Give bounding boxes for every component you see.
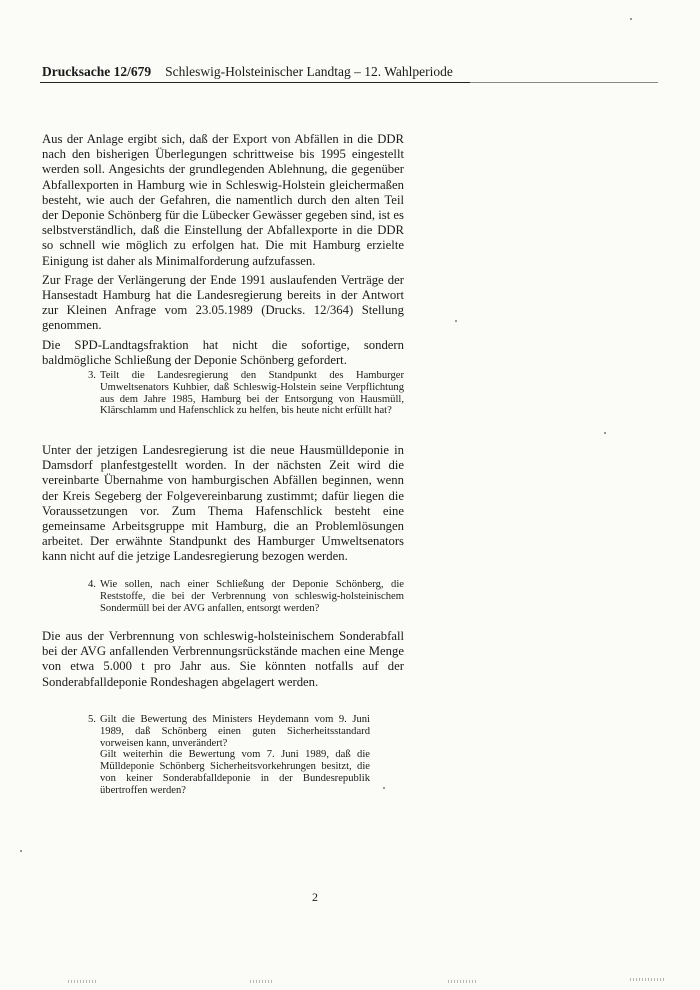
document-id: Drucksache 12/679 [42,64,152,79]
parliament-title: Schleswig-Holsteinischer Landtag – 12. Wahlperiode [165,64,453,79]
question-number: 4. [88,579,96,590]
scan-speck [20,850,22,852]
scan-speck [630,18,632,20]
question-number: 5. [88,714,96,725]
paragraph: Zur Frage der Verlängerung der Ende 1991 auslaufenden Verträge der Hansestadt Hamburg hat die Landesregierung bereits in der Antwort zur Kleinen Anfrage vom 23.05.1989 (Drucks. 12/364) Stellung genommen. [42,272,404,333]
question-text: Gilt die Bewertung des Ministers Heydemann vom 9. Juni 1989, daß Schönberg einen guten Sicherheitsstandard vorweisen kann, unverändert? [100,714,370,749]
question-text: Gilt weiterhin die Bewertung vom 7. Juni 1989, daß die Mülldeponie Schönberg Sicherheitsvorkehrungen besitzt, die von keiner Sonderabfalldeponie in der Bundesrepublik übertroffen werden? [100,749,370,796]
question-text: Teilt die Landesregierung den Standpunkt des Hamburger Umweltsenators Kuhbier, daß Schleswig-Holstein seine Verpflichtung aus dem Jahre 1985, Hamburg bei der Entsorgung von Hausmüll, Klärschlamm und Hafenschlick zu helfen, bis heute nicht erfüllt hat? [100,370,404,417]
question-text: Wie sollen, nach einer Schließung der Deponie Schönberg, die Reststoffe, die bei der Verbrennung von schleswig-holsteinischem Sondermüll bei der AVG anfallen, entsorgt werden? [100,579,404,614]
paragraph: Unter der jetzigen Landesregierung ist die neue Hausmülldeponie in Damsdorf planfestgestellt worden. In der nächsten Zeit wird die vereinbarte Übernahme von hamburgischen Abfällen beginnen, wenn der Kreis Segeberg der Folgevereinbarung zustimmt; dafür liegen die Voraussetzungen vor. Zum Thema Hafenschlick besteht eine gemeinsame Arbeitsgruppe mit Hamburg, die an Problemlösungen arbeitet. Der erwähnte Standpunkt des Hamburger Umweltsenators kann nicht auf die jetzige Landesregierung bezogen werden. [42,443,404,564]
scan-noise [250,980,274,983]
scan-noise [68,980,96,983]
header-rule [40,82,470,83]
page-header [42,64,472,80]
question-5 [88,714,370,797]
scan-speck [383,787,385,789]
question-4 [88,579,404,614]
paragraph: Aus der Anlage ergibt sich, daß der Export von Abfällen in die DDR nach den bisherigen Überlegungen schrittweise bis 1995 eingestellt werden soll. Angesichts der grundlegenden Ablehnung, die gegenüber Abfallexporten in Hamburg wie in Schleswig-Holstein gleichermaßen besteht, wie auch der Gefahren, die namentlich durch den alten Teil der Deponie Schönberg für die Lübecker Gewässer gegeben sind, ist es selbstverständlich, daß die Einstellung der Abfallexporte in die DDR so schnell wie möglich zu erfolgen hat. Die mit Hamburg erzielte Einigung ist daher als Minimalforderung aufzufassen. [42,132,404,268]
header-rule-tail [470,82,658,83]
answer-3 [42,443,404,565]
scan-speck [455,320,457,322]
answer-4 [42,629,404,690]
scan-noise [630,978,666,981]
page-number: 2 [312,890,318,904]
question-3 [88,370,404,417]
paragraph: Die SPD-Landtagsfraktion hat nicht die sofortige, sondern baldmögliche Schließung der Deponie Schönberg gefordert. [42,337,404,367]
scan-speck [604,432,606,434]
answer-section-1 [42,132,404,368]
question-number: 3. [88,370,96,381]
paragraph: Die aus der Verbrennung von schleswig-holsteinischem Sonderabfall bei der AVG anfallenden Verbrennungsrückstände machen eine Menge von etwa 5.000 t pro Jahr aus. Sie könnten notfalls auf der Sonderabfalldeponie Rondeshagen abgelagert werden. [42,629,404,689]
scan-noise [448,980,476,983]
